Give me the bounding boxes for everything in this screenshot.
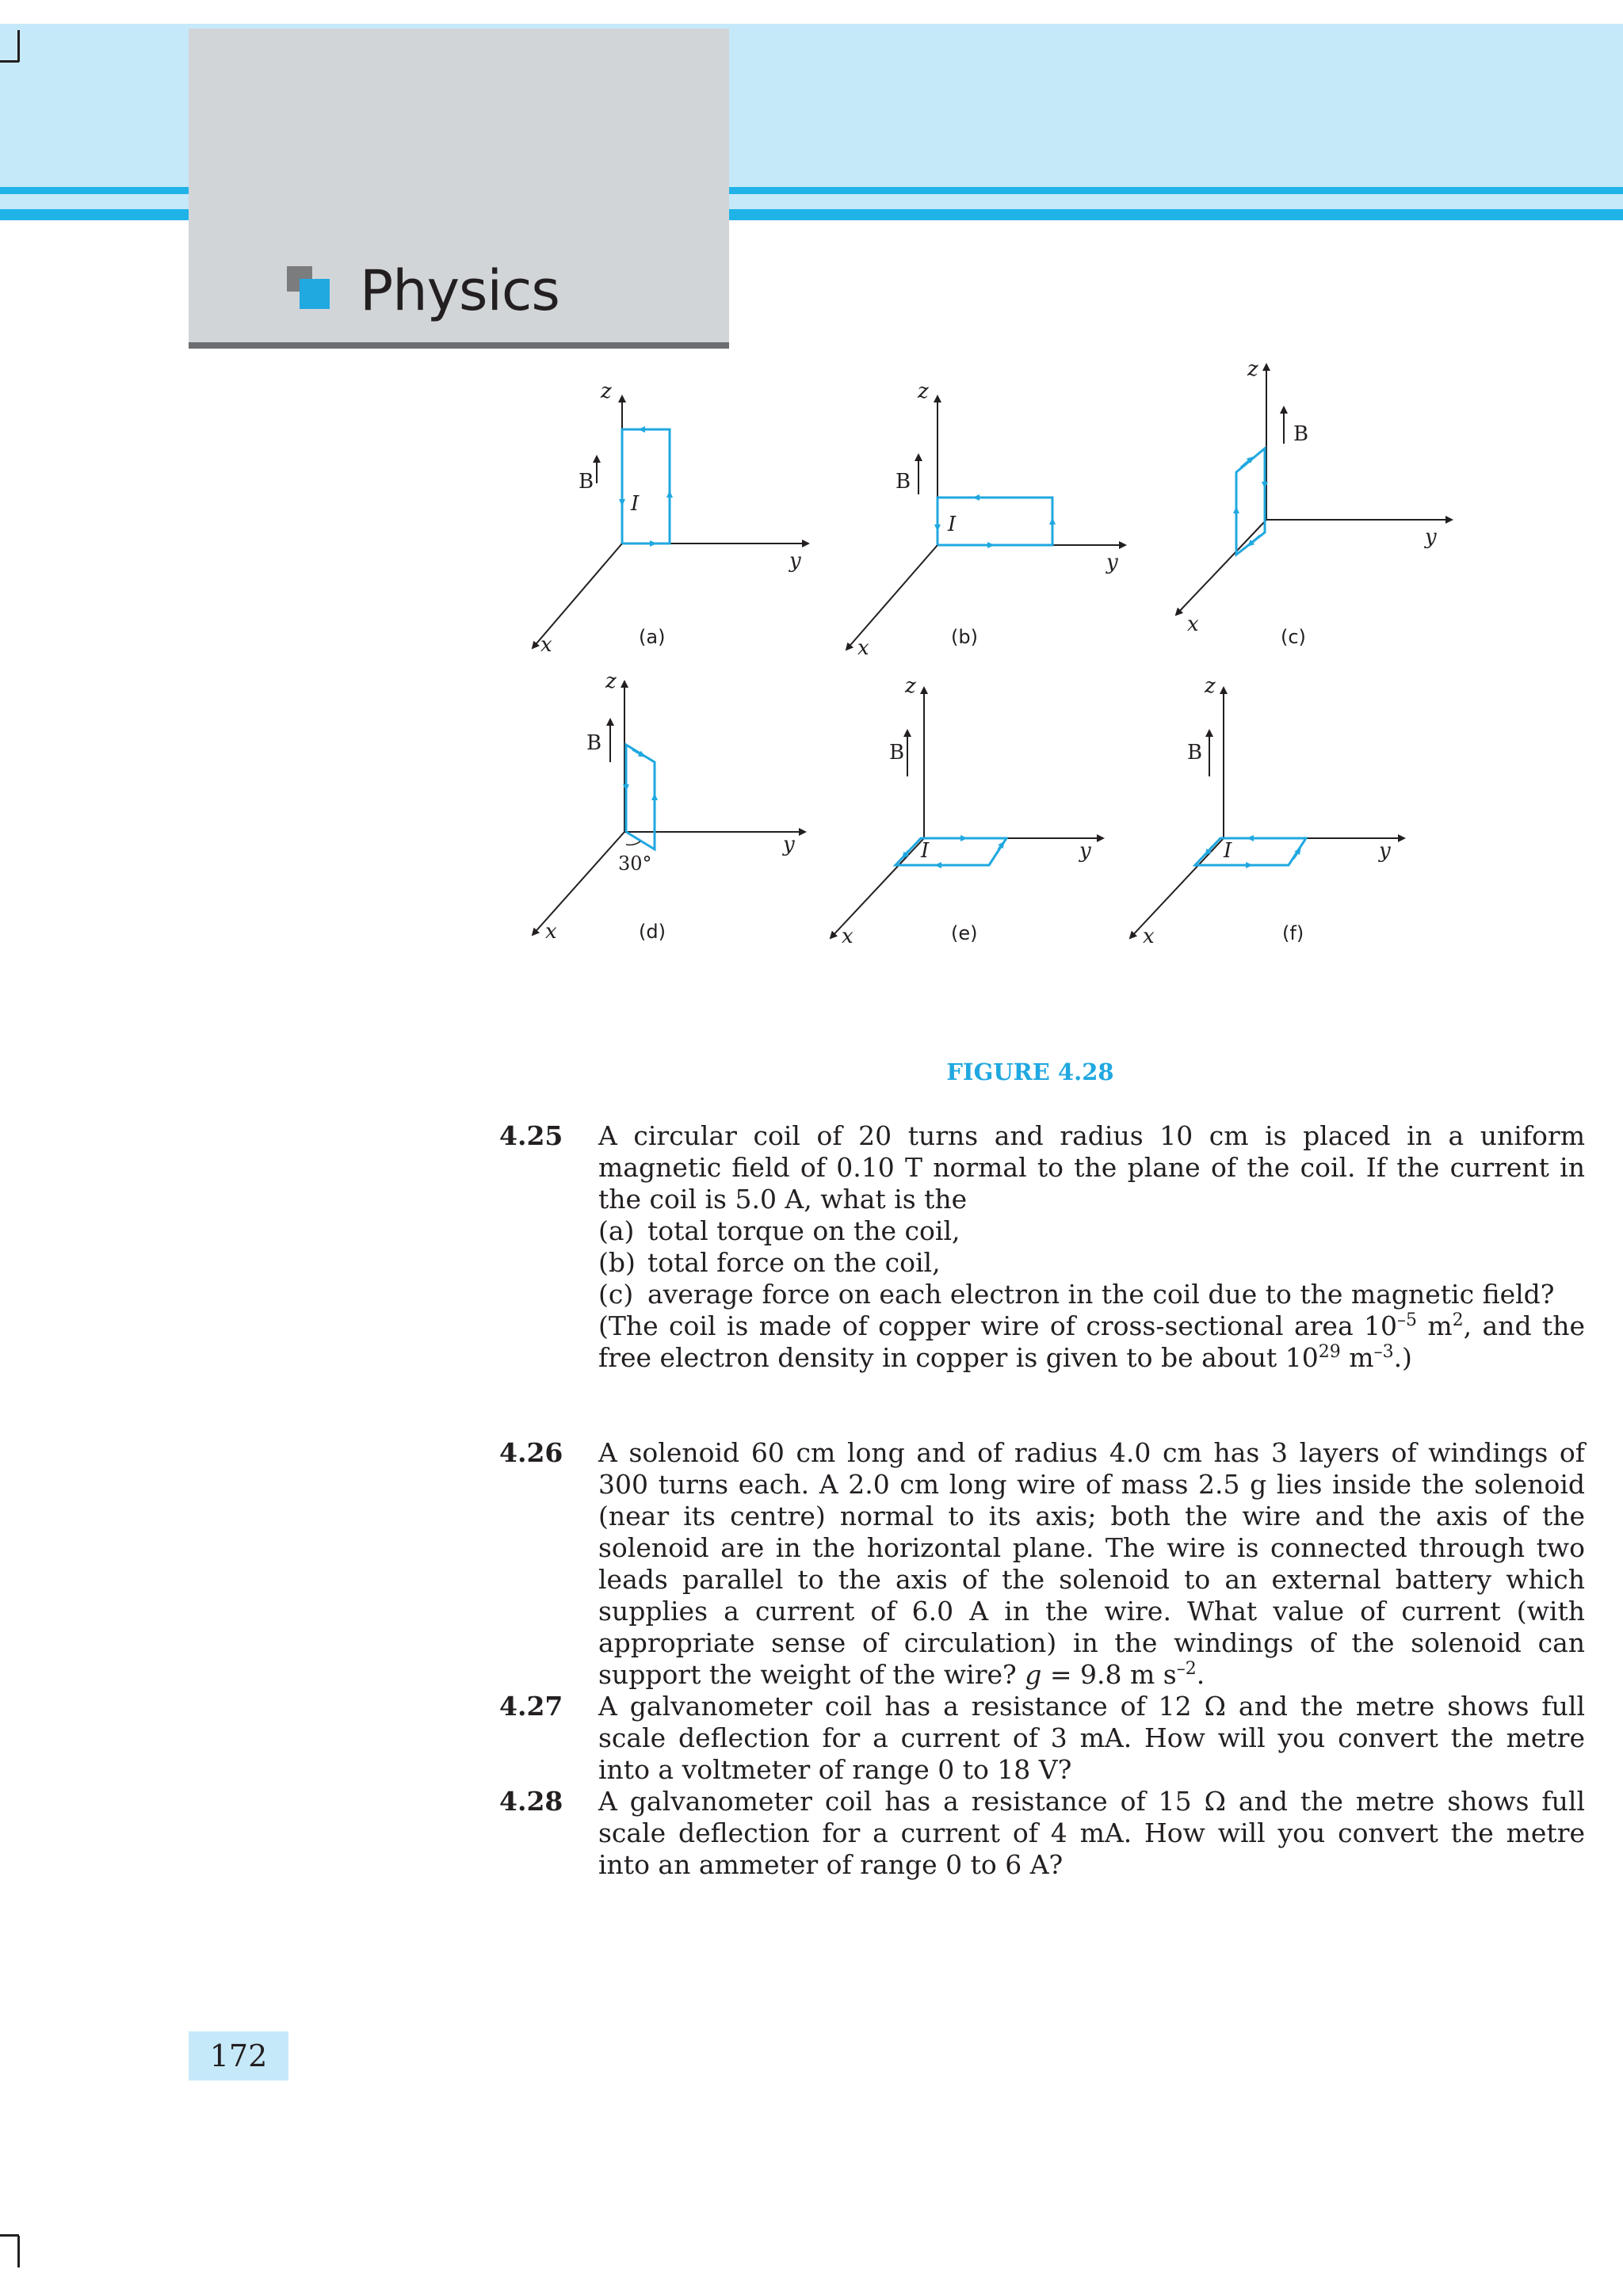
field-label: B — [1187, 741, 1203, 765]
panel-label: (a) — [639, 626, 666, 648]
axis-z-label: z — [605, 669, 617, 693]
axis-y-label: y — [783, 833, 795, 856]
axis-x-label: x — [540, 633, 552, 657]
panel-c — [1176, 357, 1452, 648]
axis-x-label: x — [857, 636, 869, 660]
axis-y-label: y — [1079, 839, 1091, 863]
panel-label: (d) — [639, 921, 666, 943]
crop-mark-bottom-h — [0, 2234, 19, 2237]
current-label: I — [921, 839, 930, 863]
panel-label: (f) — [1282, 922, 1304, 944]
question-intro: A circular coil of 20 turns and radius 10 cm is placed in a uniform magnetic field of 0.10 T normal to the plane of the coil. If the current in the coil is 5.0 A, what is the — [598, 1120, 1585, 1215]
axis-z-label: z — [918, 379, 929, 403]
figure-4-28 — [0, 0, 1623, 1030]
axis-y-label: y — [789, 549, 801, 573]
current-label: I — [948, 513, 957, 536]
axis-y-label: y — [1106, 551, 1118, 574]
question-note: (The coil is made of copper wire of cross-sectional area $10^{-5}$ $m^2$, and the free electron density in copper is given to be about $10^{29}$ $m^{-3}$.) — [598, 1310, 1585, 1373]
axis-z-label: z — [1247, 357, 1258, 381]
current-label: I — [1224, 839, 1232, 863]
crop-mark-bottom — [17, 2236, 20, 2267]
axis-x-label: x — [1143, 925, 1155, 948]
panel-f — [1130, 674, 1404, 948]
figure-caption: FIGURE 4.28 — [946, 1058, 1114, 1085]
panel-e — [831, 674, 1103, 948]
page-number: 172 — [189, 2031, 288, 2081]
field-label: B — [586, 731, 602, 755]
axis-y-label: y — [1425, 525, 1437, 549]
panel-a — [533, 379, 808, 657]
question-number: 4.25 — [499, 1120, 563, 1151]
panel-label: (e) — [951, 922, 978, 944]
question-number: 4.28 — [499, 1786, 563, 1817]
field-label: B — [1293, 422, 1309, 446]
panel-d — [533, 669, 805, 944]
list-item: (c) average force on each electron in the coil due to the magnetic field? — [598, 1279, 1555, 1310]
axis-z-label: z — [905, 674, 916, 698]
list-item: (b) total force on the coil, — [598, 1247, 941, 1278]
question-text: A solenoid 60 cm long and of radius 4.0 cm has 3 layers of windings of 300 turns each. A 2.0 cm long wire of mass 2.5 g lies inside the solenoid (near its centre) normal to its axis; both the wire and the axis of the solenoid are in the horizontal plane. The wire is connected through two leads parallel to the axis of the solenoid to an external battery which supplies a current of 6.0 A in the wire. What value of current (with appropriate sense of circulation) in the windings of the solenoid can support the weight of the wire? g = 9.8 m $s^{-2}$. — [598, 1437, 1585, 1690]
question-text: A galvanometer coil has a resistance of 12 Ω and the metre shows full scale deflection for a current of 3 mA. How will you convert the metre into a voltmeter of range 0 to 18 V? — [598, 1691, 1585, 1785]
axis-z-label: z — [601, 379, 612, 403]
axis-x-label: x — [545, 920, 557, 944]
axis-y-label: y — [1379, 839, 1391, 863]
panel-label: (c) — [1281, 626, 1306, 648]
axis-x-label: x — [1187, 612, 1199, 636]
field-label: B — [579, 470, 594, 494]
question-number: 4.26 — [499, 1437, 563, 1468]
axis-z-label: z — [1205, 674, 1216, 698]
axis-x-label: x — [842, 925, 854, 948]
panel-b — [846, 379, 1125, 660]
question-number: 4.27 — [499, 1691, 563, 1722]
question-text: A galvanometer coil has a resistance of 15 Ω and the metre shows full scale deflection for a current of 4 mA. How will you convert the metre into an ammeter of range 0 to 6 A? — [598, 1786, 1585, 1880]
book-title: Physics — [360, 258, 559, 323]
list-item: (a) total torque on the coil, — [598, 1215, 960, 1246]
field-label: B — [889, 741, 905, 765]
current-label: I — [631, 492, 640, 516]
field-label: B — [896, 470, 911, 494]
panel-label: (b) — [951, 626, 978, 648]
angle-label: 30° — [618, 852, 652, 875]
